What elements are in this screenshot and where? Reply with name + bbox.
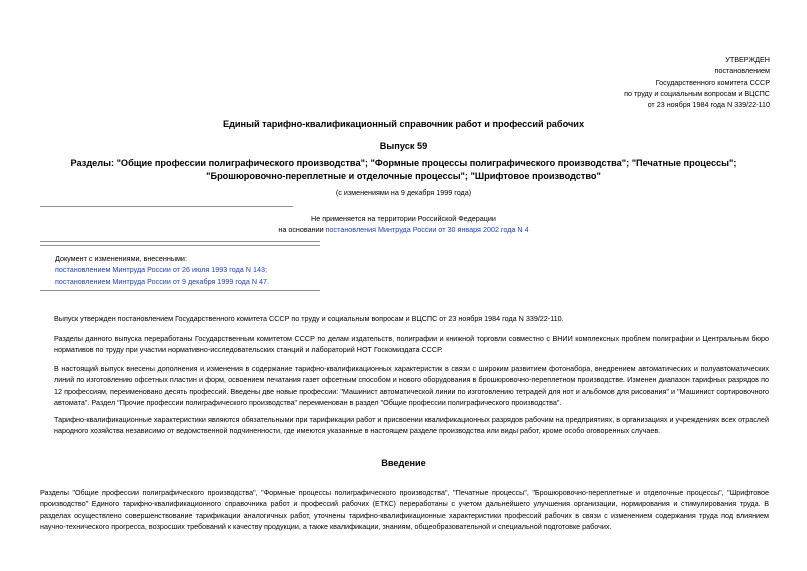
approval-line: постановлением	[714, 66, 770, 76]
not-applied-line: Не применяется на территории Российской Федерации	[311, 214, 496, 223]
approval-line: по труду и социальным вопросам и ВЦСПС	[624, 88, 770, 98]
changes-note: (с изменениями на 9 декабря 1999 года)	[335, 188, 472, 197]
approval-line: УТВЕРЖДЕН	[725, 55, 770, 64]
paragraph: Выпуск утвержден постановлением Государственного комитета СССР по труду и социальным вопросам и ВЦСПС от 23 ноября 1984 года N 339/22-110.	[54, 314, 564, 323]
paragraph: Разделы "Общие профессии полиграфического производства", "Формные процессы полиграфического производства", "Печатные процессы", "Брошюровочно-переплетные и отделочные процессы", "Шрифтовое производство" Единого тарифно-квалификационного справочника работ и профессий рабочих (ЕТКС) переработаны с учетом дальнейшего улучшения организации, нормирования и стимулирования труда. В разделах осуществлено совершенствование тарификации аналогичных работ, уточнены тарифно-квалификационные характеристики профессий рабочих в связи с изменением содержания труда под влиянием научно-технического прогресса, возросших требований к качеству продукции, а также квалификации, знаниям, общеобразовательной и специальной подготовке рабочих.	[40, 488, 769, 531]
approval-line: Государственного комитета СССР	[655, 77, 770, 87]
divider	[40, 245, 320, 246]
paragraph: Разделы данного выпуска переработаны Государственным комитетом СССР по делам издательств, полиграфии и книжной торговли совместно с ВНИИ комплексных проблем полиграфии и Центральным бюро нормативов по труду при участии нормативно-исследовательских станций и лабораторий НОТ Госкомиздата СССР.	[54, 334, 769, 355]
sections-title: Разделы: "Общие профессии полиграфического производства"; "Формные процессы полиграфического производства"; "Печатные процессы"; "Брошюровочно-переплетные и отделочные процессы"; "Шрифтовое производство"	[70, 158, 737, 181]
decree-2002-link[interactable]: постановления Минтруда России от 30 января 2002 года N 4	[325, 225, 529, 235]
introduction-heading: Введение	[381, 458, 426, 468]
document-title: Единый тарифно-квалификационный справочник работ и профессий рабочих	[222, 119, 585, 129]
approval-block	[624, 54, 770, 110]
decree-1999-link[interactable]: постановлением Минтруда России от 9 декабря 1999 года N 47.	[55, 276, 270, 286]
decree-1993-link[interactable]: постановлением Минтруда России от 26 июля 1993 года N 143;	[55, 265, 267, 275]
document-changes	[55, 253, 269, 287]
changes-heading: Документ с изменениями, внесенными:	[55, 254, 187, 263]
not-applied-basis	[40, 224, 767, 235]
paragraph: Тарифно-квалификационные характеристики являются обязательными при тарификации работ и присвоении квалификационных разрядов рабочим на предприятиях, в организациях и учреждениях всех отраслей народного хозяйства независимо от ведомственной подчиненности, где имеются указанные в настоящем разделе производства или виды работ, кроме особо оговоренных случаев.	[54, 415, 769, 436]
divider	[40, 241, 320, 242]
divider	[40, 290, 320, 291]
not-applied-notice	[40, 213, 767, 236]
basis-prefix: на основании	[278, 225, 326, 235]
approval-line: от 23 ноября 1984 года N 339/22-110	[647, 100, 770, 110]
divider	[40, 206, 293, 207]
paragraph: В настоящий выпуск внесены дополнения и изменения в содержание тарифно-квалификационных характеристик в связи с широким развитием фотонабора, внедрением автоматических и полуавтоматических линий по изготовлению офсетных пластин и форм, освоением печатания газет офсетным способом и нового оборудования в брошюровочно-переплетном производстве. Изменен диапазон тарифных разрядов по 12 профессиям, переименовано десять профессий. Введены две новые профессии: "Машинист автоматической линии по изготовлению тетрадей для нот и альбомов для рисования" и "Машинист сортировочного автомата". Раздел "Прочие профессии полиграфического производства" переименован в раздел "Общие профессии полиграфического производства".	[54, 364, 769, 407]
issue-number: Выпуск 59	[379, 141, 428, 151]
